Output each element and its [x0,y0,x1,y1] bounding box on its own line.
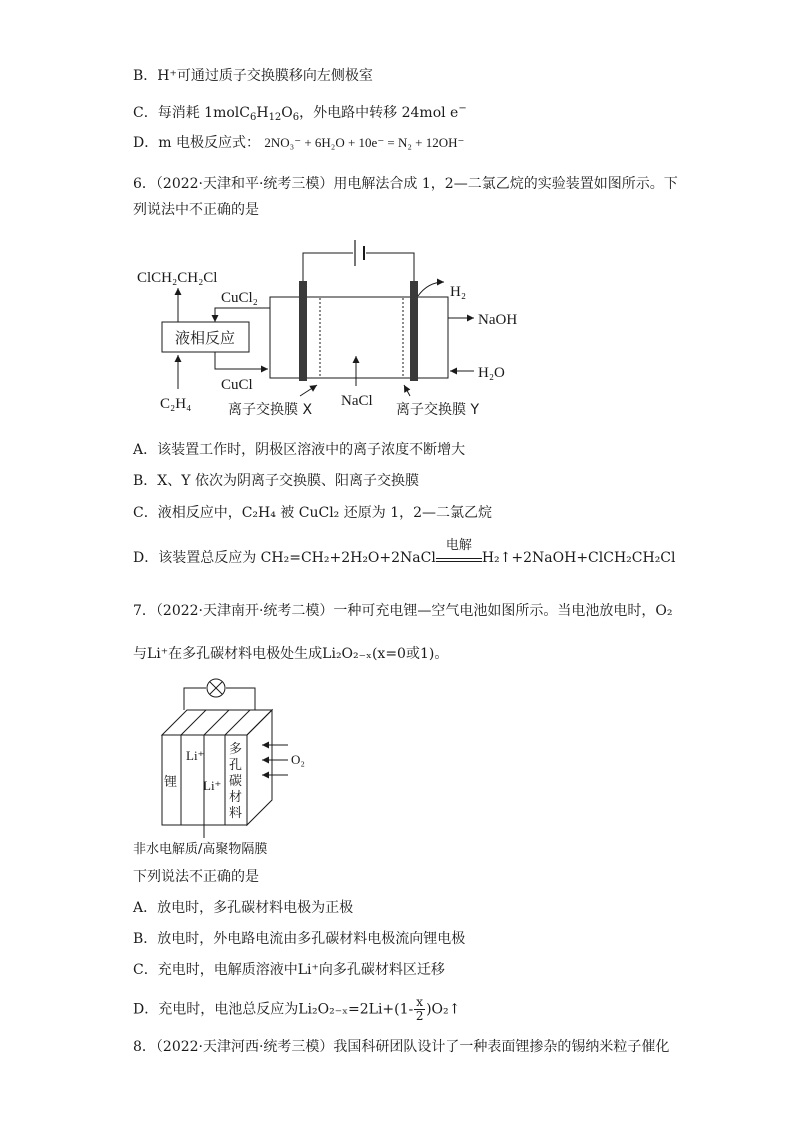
q6-arrow-h2 [418,282,444,296]
q7-ask: 下列说法不正确的是 [133,869,259,885]
q6-cucl2-label: CuCl₂ [221,290,258,306]
q7-wire-right [226,688,255,710]
q7-top-divider-1 [181,710,206,735]
q6-reaction-condition [436,538,482,562]
q7-option-c: C．充电时，电解质溶液中Li⁺向多孔碳材料区迁移 [133,962,445,978]
q6-naoh-label: NaOH [478,312,518,328]
q5-option-c-text: C．每消耗 1molC [133,105,250,121]
q5-option-d-text: D．m 电极反应式： [133,135,260,151]
q6-h2-label: H₂ [450,284,467,300]
q6-h2o-label: H₂O [478,365,505,381]
q6-pointer-y [404,385,410,396]
q6-product-label: ClCH₂CH₂Cl [137,270,218,286]
q6-arrow-cucl2 [215,308,270,322]
q6-pointer-x [300,385,317,396]
q6-option-a: A．该装置工作时，阴极区溶液中的离子浓度不断增大 [133,442,466,458]
q7-stem-line1: 7．（2022·天津南开·统考二模）一种可充电锂—空气电池如图所示。当电池放电时，O₂ [133,603,673,619]
q7-top-divider-2 [204,710,229,735]
q6-option-c: C．液相反应中，C₂H₄ 被 CuCl₂ 还原为 1，2—二氯乙烷 [133,505,493,521]
q5-h: H [256,105,269,121]
q5-o: O [281,105,293,121]
q7-fraction [414,996,425,1023]
q7-carbon-char-2: 孔 [229,758,243,773]
q7-o2-label: O₂ [291,752,305,767]
q5-equation: 2NO₃⁻ + 6H₂O + 10e⁻ = N₂ + 12OH⁻ [264,135,465,150]
q7-carbon-char-1: 多 [229,742,243,757]
q5-sub: 6 [249,112,257,123]
q7-option-d [133,996,460,1023]
q7-li-ion-label-2: Li⁺ [203,778,222,793]
q7-fraction-denominator: 2 [415,1009,424,1023]
q6-stem-line1: 6．（2022·天津和平·统考三模）用电解法合成 1，2—二氯乙烷的实验装置如图所示。下 [133,176,678,192]
q5-sub: 12 [268,112,282,123]
q6-option-d-text: D．该装置总反应为 CH₂=CH₂+2H₂O+2NaCl [133,550,436,566]
q7-carbon-char-3: 碳 [229,774,243,789]
q7-carbon-char-5: 料 [229,806,243,821]
q7-fraction-numerator: x [416,995,424,1009]
q6-wire [366,253,414,281]
q5-option-c-tail: ，外电路中转移 24mol e [299,105,459,121]
q6-reactor-label: 液相反应 [174,329,236,347]
q7-option-d-tail: )O₂↑ [426,1001,461,1018]
q6-cathode [410,281,418,381]
q6-cell [270,297,448,378]
q7-wire-left [184,688,206,710]
q6-nacl-label: NaCl [341,393,373,409]
q6-membrane-y-label: 离子交换膜 Y [396,402,480,418]
q5-option-b: B．H⁺可通过质子交换膜移向左侧极室 [133,68,373,84]
q6-option-b: B．X、Y 依次为阴离子交换膜、阳离子交换膜 [133,473,419,489]
q7-top-divider-3 [225,710,250,735]
q6-option-d-tail: H₂↑+2NaOH+ClCH₂CH₂Cl [481,550,676,566]
q6-anode [299,281,307,381]
q7-option-b: B．放电时，外电路电流由多孔碳材料电极流向锂电极 [133,931,466,947]
q6-arrow-cucl [215,352,268,369]
q6-option-d [133,538,676,568]
q7-stem-line2: 与Li⁺在多孔碳材料电极处生成Li₂O₂₋ₓ(x=0或1)。 [133,646,449,662]
q7-li-ion-label-1: Li⁺ [186,748,205,763]
q6-equals-bar [436,558,482,562]
q6-c2h4-label: C₂H₄ [160,396,192,412]
q5-sup: − [458,103,467,114]
q6-stem-line2: 列说法中不正确的是 [133,202,259,218]
q7-option-d-text: D．充电时，电池总反应为Li₂O₂₋ₓ=2Li+(1- [133,1001,414,1018]
q8-stem-line1: 8．（2022·天津河西·统考三模）我国科研团队设计了一种表面锂掺杂的锡纳米粒子催化 [133,1039,670,1055]
q7-option-a: A．放电时，多孔碳材料电极为正极 [133,900,354,916]
q7-carbon-char-4: 材 [229,790,243,805]
q6-cucl-label: CuCl [221,377,253,393]
q6-wire [303,253,353,281]
q7-battery-side [247,710,272,825]
q7-lithium-label: 锂 [164,775,178,790]
q6-membrane-x-label: 离子交换膜 X [228,402,313,418]
q6-condition-text: 电解 [445,538,472,553]
q7-membrane-label: 非水电解质/高聚物隔膜 [133,842,268,857]
q5-sub: 6 [292,112,300,123]
